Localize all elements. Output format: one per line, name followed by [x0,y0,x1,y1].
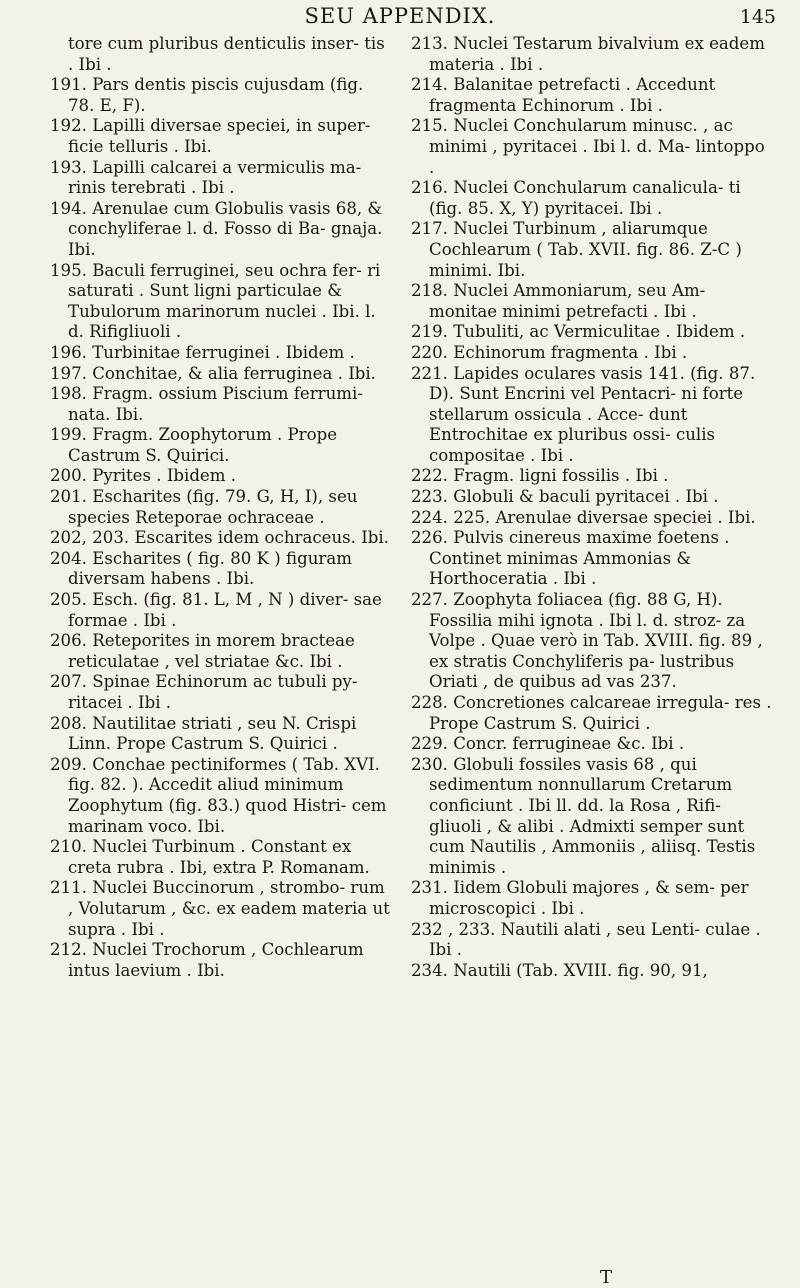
entry: 220. Echinorum fragmenta . Ibi . [411,342,688,362]
entry: 223. Globuli & baculi pyritacei . Ibi . [411,487,719,507]
entry: 195. Baculi ferruginei, seu ochra fer- ri saturati . Sunt ligni particulae & Tubulorum marinorum nuclei . Ibi. l. d. Rifigliuoli . [50,260,381,342]
entry: 207. Spinae Echinorum ac tubuli py- ritacei . Ibi . [50,672,358,712]
entry: 219. Tubuliti, ac Vermiculitae . Ibidem . [411,322,746,342]
entry: 215. Nuclei Conchularum minusc. , ac minimi , pyritacei . Ibi l. d. Ma- lintoppo . [411,116,765,177]
entry: 192. Lapilli diversae speciei, in super- ficie telluris . Ibi. [50,116,371,156]
right-column [411,34,773,981]
entry: 226. Pulvis cinereus maxime foetens . Continet minimas Ammonias & Horthoceratia . Ibi . [411,528,730,589]
entry: 211. Nuclei Buccinorum , strombo- rum , Volutarum , &c. ex eadem materia ut supra . Ibi . [50,878,390,939]
entry: tore cum pluribus denticulis inser- tis . Ibi . [68,34,385,74]
entry: 197. Conchitae, & alia ferruginea . Ibi. [50,363,376,383]
page-number: 145 [739,6,776,28]
entry: 191. Pars dentis piscis cujusdam (fig. 78. E, F). [50,75,364,115]
entry: 201. Escharites (fig. 79. G, H, I), seu species Reteporae ochraceae . [50,487,358,527]
entry: 205. Esch. (fig. 81. L, M , N ) diver- sae formae . Ibi . [50,590,382,630]
entry: 234. Nautili (Tab. XVIII. fig. 90, 91, [411,960,708,980]
entry: 214. Balanitae petrefacti . Accedunt fragmenta Echinorum . Ibi . [411,75,716,115]
entry: 217. Nuclei Turbinum , aliarumque Cochlearum ( Tab. XVII. fig. 86. Z-C ) minimi. Ibi. [411,219,742,280]
entry: 229. Concr. ferrugineae &c. Ibi . [411,734,685,754]
entry: 212. Nuclei Trochorum , Cochlearum intus laevium . Ibi. [50,940,364,980]
entry: 213. Nuclei Testarum bivalvium ex eadem materia . Ibi . [411,34,765,74]
entry: 232 , 233. Nautili alati , seu Lenti- culae . Ibi . [411,919,761,960]
entry: 194. Arenulae cum Globulis vasis 68, & conchyliferae l. d. Fosso di Ba- gnaja. Ibi. [50,198,383,259]
entry: 228. Concretiones calcareae irregula- res . Prope Castrum S. Quirici . [411,693,772,733]
entry: 222. Fragm. ligni fossilis . Ibi . [411,466,669,486]
entry: 208. Nautilitae striati , seu N. Crispi Linn. Prope Castrum S. Quirici . [50,713,357,754]
signature-mark: T [600,1267,613,1288]
left-column [50,34,392,981]
entry: 193. Lapilli calcarei a vermiculis ma- rinis terebrati . Ibi . [50,157,362,198]
entry: 210. Nuclei Turbinum . Constant ex creta rubra . Ibi, extra P. Romanam. [50,837,370,877]
entry: 199. Fragm. Zoophytorum . Prope Castrum S. Quirici. [50,425,338,465]
entry: 196. Turbinitae ferruginei . Ibidem . [50,342,355,362]
entry: 221. Lapides oculares vasis 141. (fig. 87. D). Sunt Encrini vel Pentacri- ni forte stellarum ossicula . Acce- dunt Entrochitae ex pluribus ossi- culis compositae . Ibi . [411,363,756,465]
entry: 224. 225. Arenulae diversae speciei . Ibi. [411,507,756,527]
entry: 202, 203. Escarites idem ochraceus. Ibi. [50,528,389,548]
running-title: SEU APPENDIX. [304,4,496,28]
entry: 216. Nuclei Conchularum canalicula- ti (fig. 85. X, Y) pyritacei. Ibi . [411,178,741,218]
entry: 200. Pyrites . Ibidem . [50,466,237,486]
entry: 204. Escharites ( fig. 80 K ) figuram diversam habens . Ibi. [50,548,352,589]
entry: 206. Reteporites in morem bracteae reticulatae , vel striatae &c. Ibi . [50,631,355,671]
entry: 218. Nuclei Ammoniarum, seu Am- monitae minimi petrefacti . Ibi . [411,281,706,321]
entry: 230. Globuli fossiles vasis 68 , qui sedimentum nonnullarum Cretarum conficiunt . Ibi ll. dd. la Rosa , Rifi- gliuoli , & alibi . Admixti semper sunt cum Nautilis , Ammoniis , aliisq. Testis minimis . [411,754,756,877]
entry: 227. Zoophyta foliacea (fig. 88 G, H). Fossilia mihi ignota . Ibi l. d. stroz- za Volpe . Quae verò in Tab. XVIII. fig. 89 , ex stratis Conchyliferis pa- lustribus Oriati , de quibus ad vas 237. [411,590,763,692]
entry: 198. Fragm. ossium Piscium ferrumi- nata. Ibi. [50,384,363,424]
page-header [0,4,800,32]
entry: 231. Iidem Globuli majores , & sem- per microscopici . Ibi . [411,878,749,918]
entry: 209. Conchae pectiniformes ( Tab. XVI. fig. 82. ). Accedit aliud minimum Zoophytum (fig. 83.) quod Histri- cem marinam voco. Ibi. [50,754,387,836]
